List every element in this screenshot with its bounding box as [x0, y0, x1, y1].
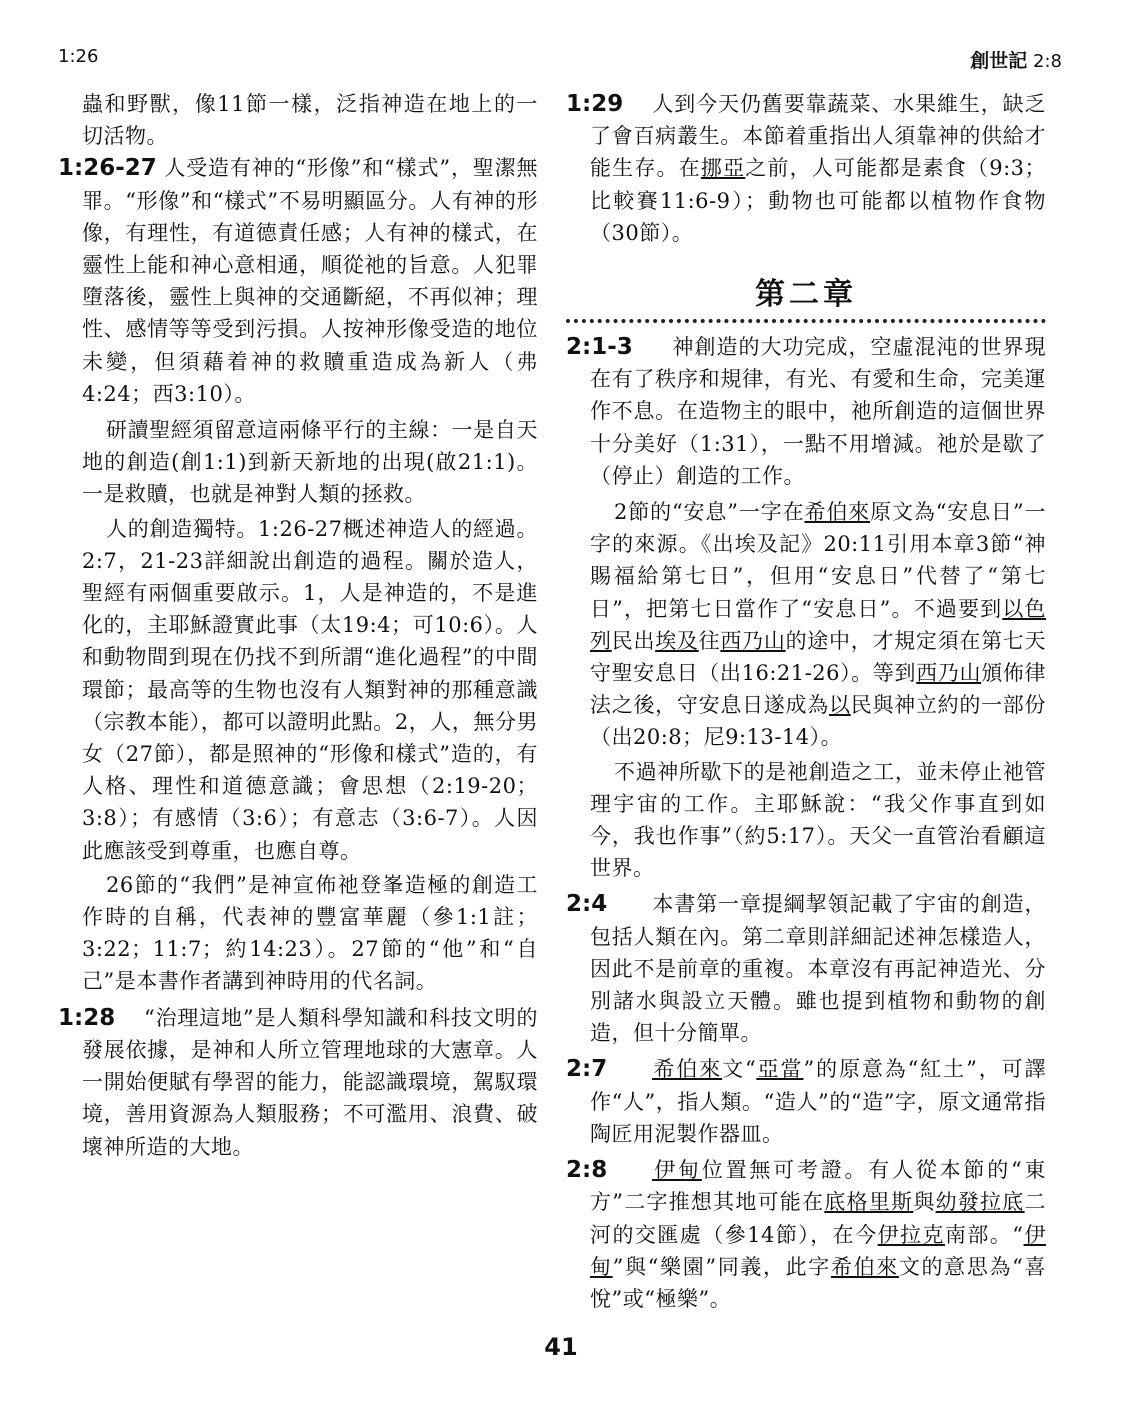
running-head-ref: 2:8	[1033, 51, 1062, 72]
dotted-divider	[566, 315, 1046, 323]
paragraph: 2節的“安息”一字在希伯來原文為“安息日”一字的來源。《出埃及記》20:11引用本章3節“神賜福給第七日”，但用“安息日”代替了“第七日”，把第七日當作了“安息日”。不過要到以色列民出埃及往西乃山的途中，才規定須在第七天守聖安息日（出16:21-26）。等到西乃山頒佈律法之後，守安息日遂成為以民與神立約的一部份（出20:8；尼9:13-14）。	[590, 500, 1047, 750]
verse-reference: 2:4	[566, 891, 608, 918]
paragraph: 26節的“我們”是神宣佈祂登峯造極的創造工作時的自稱，代表神的豐富華麗（參1:1註；3:22；11:7；約14:23）。27節的“他”和“自己”是本書作者講到神時用的代名詞。	[82, 872, 538, 994]
running-head-left: 1:26	[58, 46, 99, 67]
continued-text: 蟲和野獸，像11節一樣，泛指神造在地上的一切活物。	[82, 92, 538, 149]
paragraph: 研讀聖經須留意這兩條平行的主線：一是自天地的創造(創1:1)到新天新地的出現(啟21:1)。一是救贖，也就是神對人類的拯救。	[82, 418, 538, 507]
entry-text: “治理這地”是人類科學知識和科技文明的發展依據，是神和人所立管理地球的大憲章。人一開始便賦有學習的能力，能認識環境，駕馭環境，善用資源為人類服務；不可濫用、浪費、破壞神所造的大地。	[82, 1005, 538, 1159]
entry-text: 本書第一章提綱挈領記載了宇宙的創造，包括人類在內。第二章則詳細記述神怎樣造人，因此不是前章的重複。本章沒有再記神造光、分別諸水與設立天體。雖也提到植物和動物的創造，但十分簡單。	[590, 892, 1046, 1046]
commentary-entry	[58, 1002, 538, 1163]
paragraph: 人的創造獨特。1:26-27概述神造人的經過。2:7，21-23詳細說出創造的過程。關於造人，聖經有兩個重要啟示。1，人是神造的，不是進化的，主耶穌證實此事（太19:4；可10:6）。人和動物間到現在仍找不到所謂“進化過程”的中間環節；最高等的生物也沒有人類對神的那種意識（宗教本能），都可以證明此點。2，人，無分男女（27節），都是照神的“形像和樣式”造的，有人格、理性和道德意識；會思想（2:19-20；3:8）；有感情（3:6）；有意志（3:6-7）。人因此應該受到尊重，也應自尊。	[82, 516, 538, 863]
page-number: 41	[544, 1333, 578, 1361]
right-column	[566, 88, 1046, 1319]
verse-reference: 1:28	[58, 1004, 116, 1031]
entry-text: 伊甸位置無可考證。有人從本節的“東方”二字推想其地可能在底格里斯與幼發拉底二河的交匯處（參14節），在今伊拉克南部。“伊甸”與“樂園”同義，此字希伯來文的意思為“喜悅”或“極樂”。	[590, 1158, 1047, 1311]
commentary-entry	[566, 1053, 1046, 1150]
commentary-entry	[58, 152, 538, 410]
verse-reference: 2:8	[566, 1157, 608, 1184]
entry-text: 希伯來文“亞當”的原意為“紅土”，可譯作“人”，指人類。“造人”的“造”字，原文通常指陶匠用泥製作器皿。	[590, 1057, 1047, 1146]
commentary-entry	[566, 331, 1046, 492]
verse-reference: 1:29	[566, 91, 624, 117]
commentary-entry	[566, 88, 1046, 249]
entry-text: 人受造有神的“形像”和“樣式”，聖潔無罪。“形像”和“樣式”不易明顯區分。人有神的形像，有理性，有道德責任感；人有神的樣式，在靈性上能和神心意相通，順從祂的旨意。人犯罪墮落後，靈性上與神的交通斷絕，不再似神；理性、感情等等受到污損。人按神形像受造的地位未變，但須藉着神的救贖重造成為新人（弗4:24；西3:10）。	[82, 156, 538, 406]
entry-text: 神創造的大功完成，空虛混沌的世界現在有了秩序和規律，有光、有愛和生命，完美運作不息。在造物主的眼中，祂所創造的這個世界十分美好（1:31），一點不用增減。祂於是歇了（停止）創造的工作。	[590, 335, 1046, 488]
left-column	[58, 88, 538, 1167]
paragraph: 不過神所歇下的是祂創造之工，並未停止祂管理宇宙的工作。主耶穌說：“我父作事直到如今，我也作事”（約5:17）。天父一直管治看顧這世界。	[590, 759, 1046, 881]
commentary-entry	[566, 1154, 1046, 1315]
book-title: 創世記	[970, 50, 1028, 72]
running-head-right	[970, 46, 1062, 73]
commentary-entry	[566, 888, 1046, 1049]
chapter-heading: 第二章	[755, 277, 857, 313]
verse-reference: 2:1-3	[566, 334, 633, 361]
verse-reference: 2:7	[566, 1056, 608, 1083]
entry-text: 人到今天仍舊要靠蔬菜、水果維生，缺乏了會百病叢生。本節着重指出人須靠神的供給才能生存。在挪亞之前，人可能都是素食（9:3；比較賽11:6-9）；動物也可能都以植物作食物（30節）。	[590, 92, 1047, 245]
verse-reference: 1:26-27	[58, 155, 157, 182]
